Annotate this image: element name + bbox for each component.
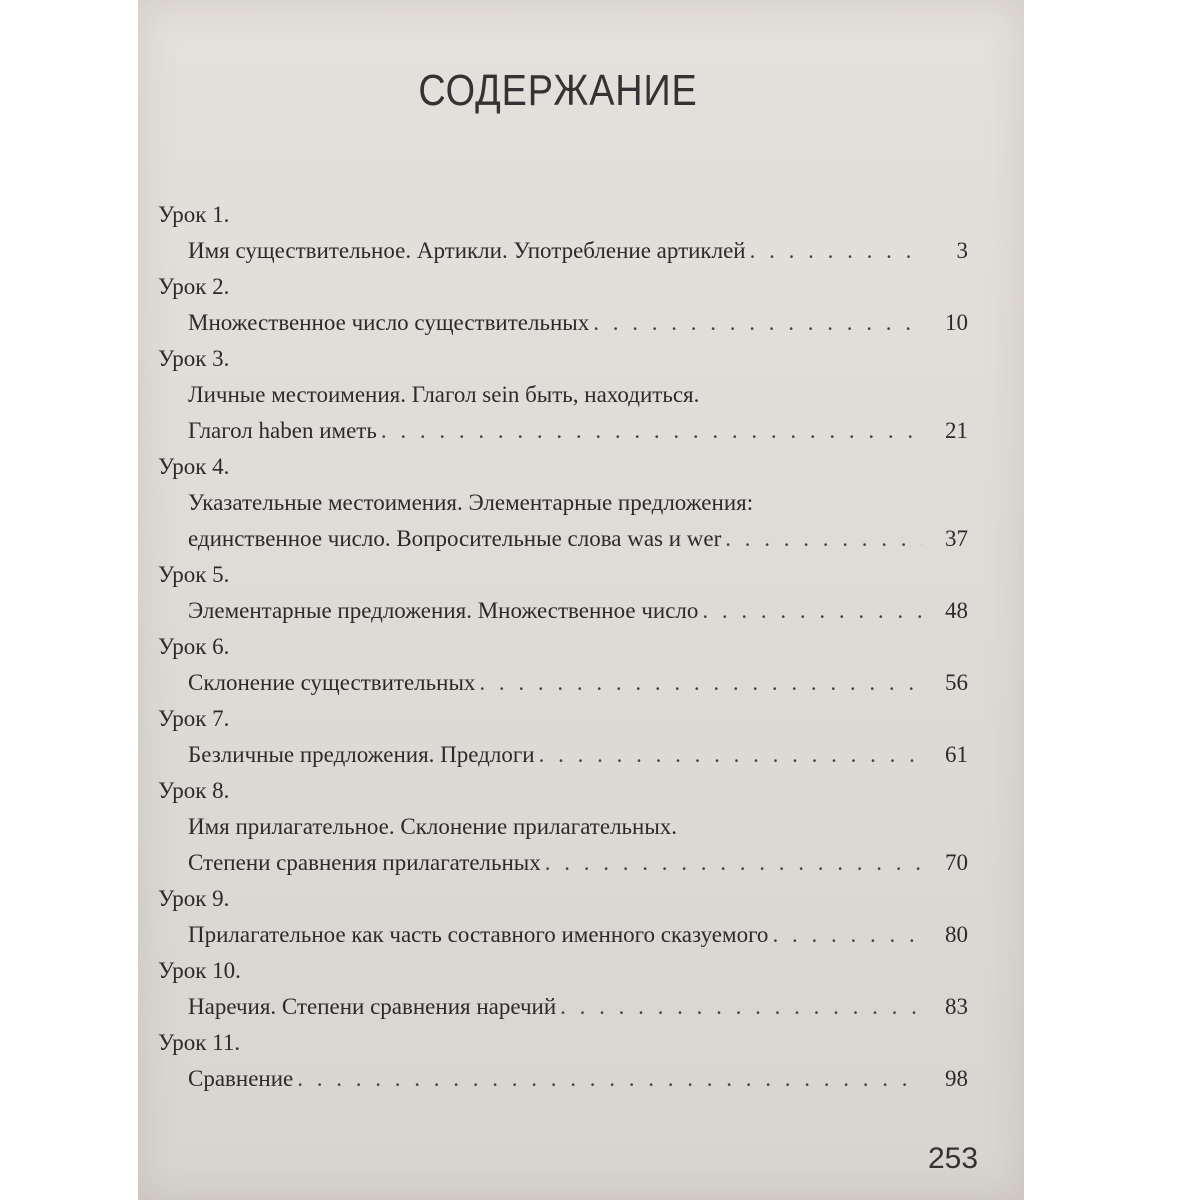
dot-leader xyxy=(539,737,922,773)
dot-leader xyxy=(772,917,922,953)
lesson-heading: Урок 3. xyxy=(158,346,230,371)
dot-leader xyxy=(381,413,922,449)
toc-lesson-1 xyxy=(158,197,968,269)
toc-lesson-3 xyxy=(158,341,968,449)
lesson-heading: Урок 9. xyxy=(158,886,230,911)
table-of-contents xyxy=(158,197,968,1097)
entry-title: Безличные предложения. Предлоги xyxy=(188,742,535,767)
toc-lesson-5 xyxy=(158,557,968,629)
page-number: 10 xyxy=(945,310,968,335)
dot-leader xyxy=(479,665,922,701)
lesson-heading: Урок 10. xyxy=(158,958,241,983)
dot-leader xyxy=(750,233,922,269)
toc-entry xyxy=(158,665,968,701)
entry-title: Склонение существительных xyxy=(188,670,476,695)
entry-title-line: Личные местоимения. Глагол sein быть, находиться. xyxy=(188,382,700,407)
dot-leader xyxy=(702,593,922,629)
entry-title-line: Имя прилагательное. Склонение прилагательных. xyxy=(188,814,678,839)
page-number: 21 xyxy=(945,418,968,443)
lesson-heading: Урок 1. xyxy=(158,202,230,227)
toc-lesson-8 xyxy=(158,773,968,881)
dot-leader xyxy=(545,845,922,881)
toc-entry xyxy=(158,521,968,557)
entry-title: Степени сравнения прилагательных xyxy=(188,850,541,875)
lesson-heading: Урок 11. xyxy=(158,1030,241,1055)
toc-entry xyxy=(158,413,968,449)
page-number: 98 xyxy=(945,1066,968,1091)
toc-entry xyxy=(158,305,968,341)
lesson-heading: Урок 6. xyxy=(158,634,230,659)
entry-title: Наречия. Степени сравнения наречий xyxy=(188,994,557,1019)
toc-entry xyxy=(158,917,968,953)
page-number: 83 xyxy=(945,994,968,1019)
toc-lesson-2 xyxy=(158,269,968,341)
dot-leader xyxy=(560,989,922,1025)
toc-entry xyxy=(158,593,968,629)
lesson-heading: Урок 4. xyxy=(158,454,230,479)
page-folio: 253 xyxy=(928,1142,979,1175)
toc-lesson-4 xyxy=(158,449,968,557)
toc-entry xyxy=(158,845,968,881)
entry-title: Имя существительное. Артикли. Употребление артиклей xyxy=(188,238,746,263)
entry-title: Множественное число существительных xyxy=(188,310,590,335)
entry-title-line: Указательные местоимения. Элементарные предложения: xyxy=(188,490,754,515)
toc-lesson-10 xyxy=(158,953,968,1025)
page-number: 48 xyxy=(945,598,968,623)
page-number: 56 xyxy=(945,670,968,695)
book-page xyxy=(138,0,1024,1200)
entry-title: Сравнение xyxy=(188,1066,294,1091)
dot-leader xyxy=(725,521,922,557)
dot-leader xyxy=(593,305,922,341)
lesson-heading: Урок 7. xyxy=(158,706,230,731)
page-number: 3 xyxy=(956,238,968,263)
toc-entry xyxy=(158,233,968,269)
lesson-heading: Урок 8. xyxy=(158,778,230,803)
entry-title: единственное число. Вопросительные слова was и wer xyxy=(188,526,722,551)
toc-entry xyxy=(158,1061,968,1097)
page-title: СОДЕРЖАНИЕ xyxy=(418,66,698,115)
toc-lesson-9 xyxy=(158,881,968,953)
lesson-heading: Урок 2. xyxy=(158,274,230,299)
toc-entry xyxy=(158,737,968,773)
toc-entry xyxy=(158,989,968,1025)
entry-title: Глагол haben иметь xyxy=(188,418,377,443)
page-number: 70 xyxy=(945,850,968,875)
entry-title: Прилагательное как часть составного именного сказуемого xyxy=(188,922,769,947)
page-number: 80 xyxy=(945,922,968,947)
page-number: 37 xyxy=(945,526,968,551)
lesson-heading: Урок 5. xyxy=(158,562,230,587)
page-number: 61 xyxy=(945,742,968,767)
toc-lesson-7 xyxy=(158,701,968,773)
toc-lesson-6 xyxy=(158,629,968,701)
toc-lesson-11 xyxy=(158,1025,968,1097)
dot-leader xyxy=(297,1061,922,1097)
entry-title: Элементарные предложения. Множественное число xyxy=(188,598,699,623)
